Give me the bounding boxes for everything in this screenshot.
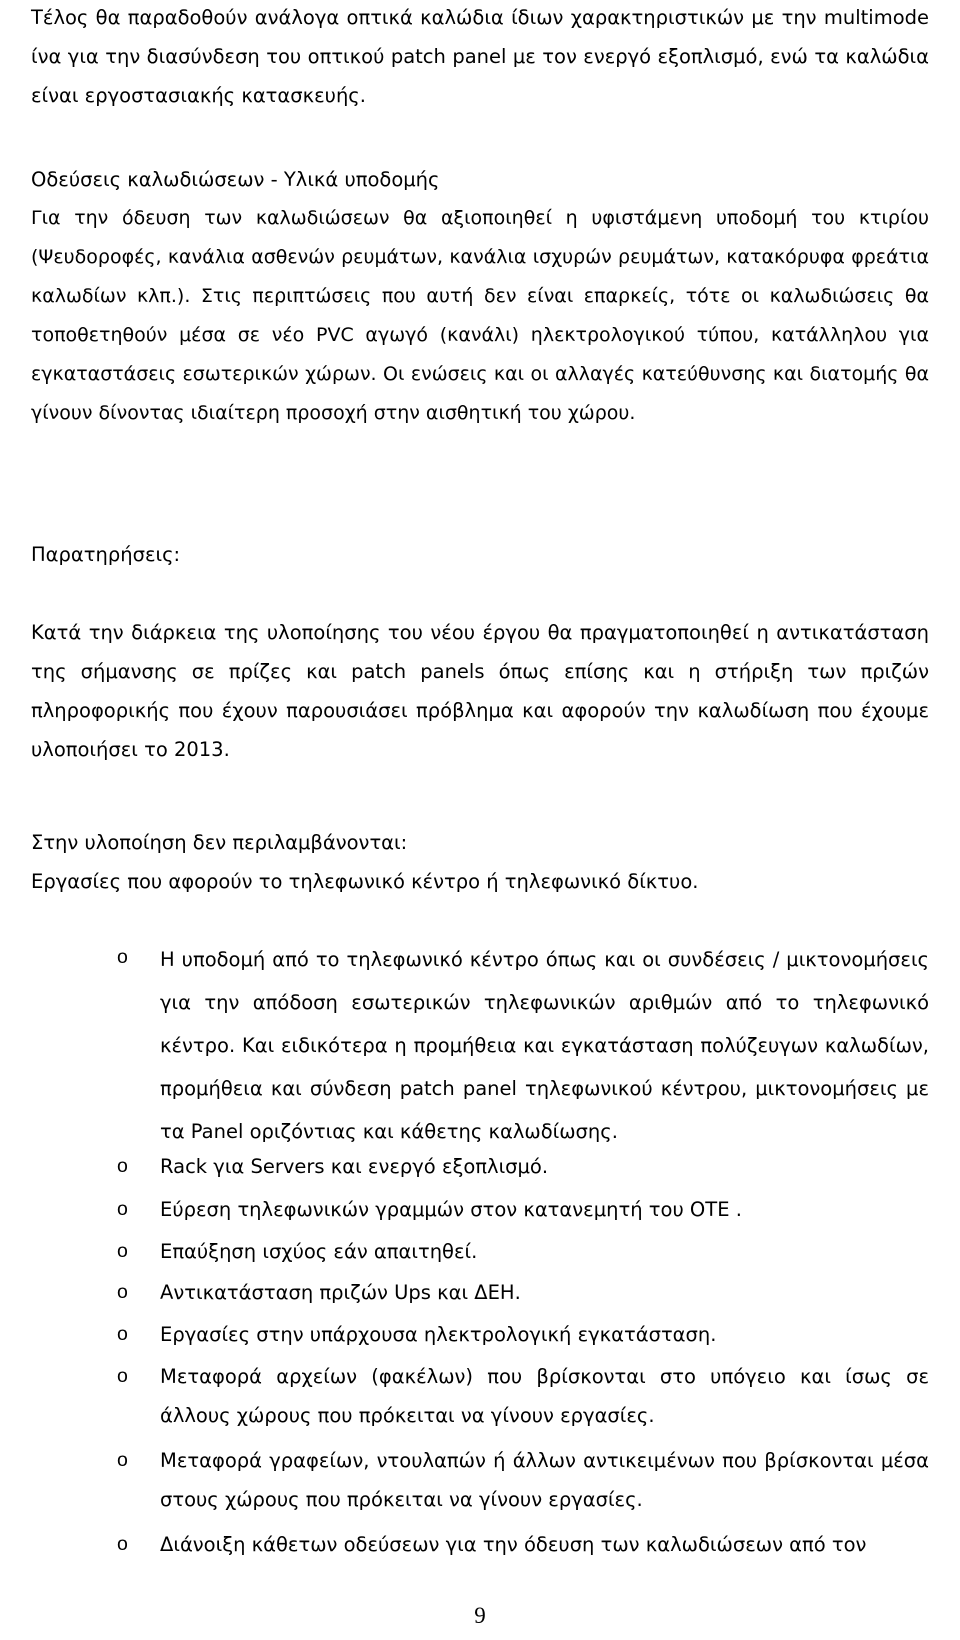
exclusion-text: Επαύξηση ισχύος εάν απαιτηθεί. bbox=[160, 1240, 478, 1263]
exclusion-text: Μεταφορά αρχείων (φακέλων) που βρίσκονται στο υπόγειο και ίσως σε άλλους χώρους που πρόκειται να γίνουν εργασίες. bbox=[160, 1365, 929, 1427]
exclusion-text: Rack για Servers και ενεργό εξοπλισμό. bbox=[160, 1155, 549, 1178]
page-number: 9 bbox=[474, 1603, 486, 1628]
routes-paragraph: Για την όδευση των καλωδιώσεων θα αξιοποιηθεί η υφιστάμενη υποδομή του κτιρίου (Ψευδοροφές, κανάλια ασθενών ρευμάτων, κανάλια ισχυρών ρευμάτων, κατακόρυφα φρεάτια καλωδίων κλπ.). Στις περιπτώσεις που αυτή δεν είναι επαρκείς, τότε οι καλωδιώσεις θα τοποθετηθούν μέσα σε νέο PVC αγωγό (κανάλι) ηλεκτρολογικού τύπου, κατάλληλου για εγκαταστάσεις εσωτερικών χώρων. Οι ενώσεις και οι αλλαγές κατεύθυνσης και διατομής θα γίνουν δίνοντας ιδιαίτερη προσοχή στην αισθητική του χώρου. bbox=[31, 207, 929, 424]
bullet-marker: o bbox=[117, 1323, 128, 1345]
exclusion-text: Η υποδομή από το τηλεφωνικό κέντρο όπως και οι συνδέσεις / μικτονομήσεις για την απόδοση εσωτερικών τηλεφωνικών αριθμών από το τηλεφωνικό κέντρο. Και ειδικότερα η προμήθεια και εγκατάσταση πολύζευγων καλωδίων, προμήθεια και σύνδεση patch panel τηλεφωνικού κέντρου, μικτονομήσεις με τα Panel οριζόντιας και κάθετης καλωδίωσης. bbox=[160, 948, 929, 1143]
bullet-marker: o bbox=[117, 946, 128, 968]
bullet-marker: o bbox=[117, 1155, 128, 1177]
exclusion-text: Αντικατάσταση πριζών Ups και ΔΕΗ. bbox=[160, 1281, 521, 1304]
section-heading-routes: Οδεύσεις καλωδιώσεων - Υλικά υποδομής bbox=[31, 168, 440, 191]
bullet-marker: o bbox=[117, 1281, 128, 1303]
exclusion-item-6 bbox=[0, 1315, 960, 1357]
exclusion-text: Μεταφορά γραφείων, ντουλαπών ή άλλων αντικειμένων που βρίσκονται μέσα στους χώρους που πρόκειται να γίνουν εργασίες. bbox=[160, 1449, 929, 1511]
intro-paragraph: Τέλος θα παραδοθούν ανάλογα οπτικά καλώδια ίδιων χαρακτηριστικών με την multimode ίνα για την διασύνδεση του οπτικού patch panel με τον ενεργό εξοπλισμό, ενώ τα καλώδια είναι εργοστασιακής κατασκευής. bbox=[31, 6, 929, 107]
remarks-heading: Παρατηρήσεις: bbox=[31, 543, 181, 566]
bullet-marker: o bbox=[117, 1240, 128, 1262]
remarks-paragraph: Κατά την διάρκεια της υλοποίησης του νέου έργου θα πραγματοποιηθεί η αντικατάσταση της σήμανσης σε πρίζες και patch panels όπως επίσης και η στήριξη των πριζών πληροφορικής που έχουν παρουσιάσει πρόβλημα και αφορούν την καλωδίωση που έχουμε υλοποιήσει το 2013. bbox=[31, 621, 929, 761]
bullet-marker: o bbox=[117, 1533, 128, 1555]
bullet-marker: o bbox=[117, 1365, 128, 1387]
bullet-marker: o bbox=[117, 1198, 128, 1220]
exclusion-item-3 bbox=[0, 1190, 960, 1232]
exclusions-intro: Εργασίες που αφορούν το τηλεφωνικό κέντρο ή τηλεφωνικό δίκτυο. bbox=[31, 870, 699, 893]
exclusion-item-5 bbox=[0, 1273, 960, 1315]
exclusions-heading: Στην υλοποίηση δεν περιλαμβάνονται: bbox=[31, 831, 408, 854]
exclusion-item-8 bbox=[0, 1441, 960, 1525]
exclusion-text: Εργασίες στην υπάρχουσα ηλεκτρολογική εγκατάσταση. bbox=[160, 1323, 717, 1346]
exclusions-list bbox=[0, 938, 960, 1568]
exclusion-item-9 bbox=[0, 1525, 960, 1568]
exclusion-text: Εύρεση τηλεφωνικών γραμμών στον κατανεμητή του ΟΤΕ . bbox=[160, 1198, 742, 1221]
exclusion-item-7 bbox=[0, 1357, 960, 1441]
exclusion-item-1 bbox=[0, 938, 960, 1147]
exclusion-item-4 bbox=[0, 1232, 960, 1273]
bullet-marker: o bbox=[117, 1449, 128, 1471]
exclusion-text: Διάνοιξη κάθετων οδεύσεων για την όδευση των καλωδιώσεων από τον bbox=[160, 1533, 867, 1556]
exclusion-item-2 bbox=[0, 1147, 960, 1190]
